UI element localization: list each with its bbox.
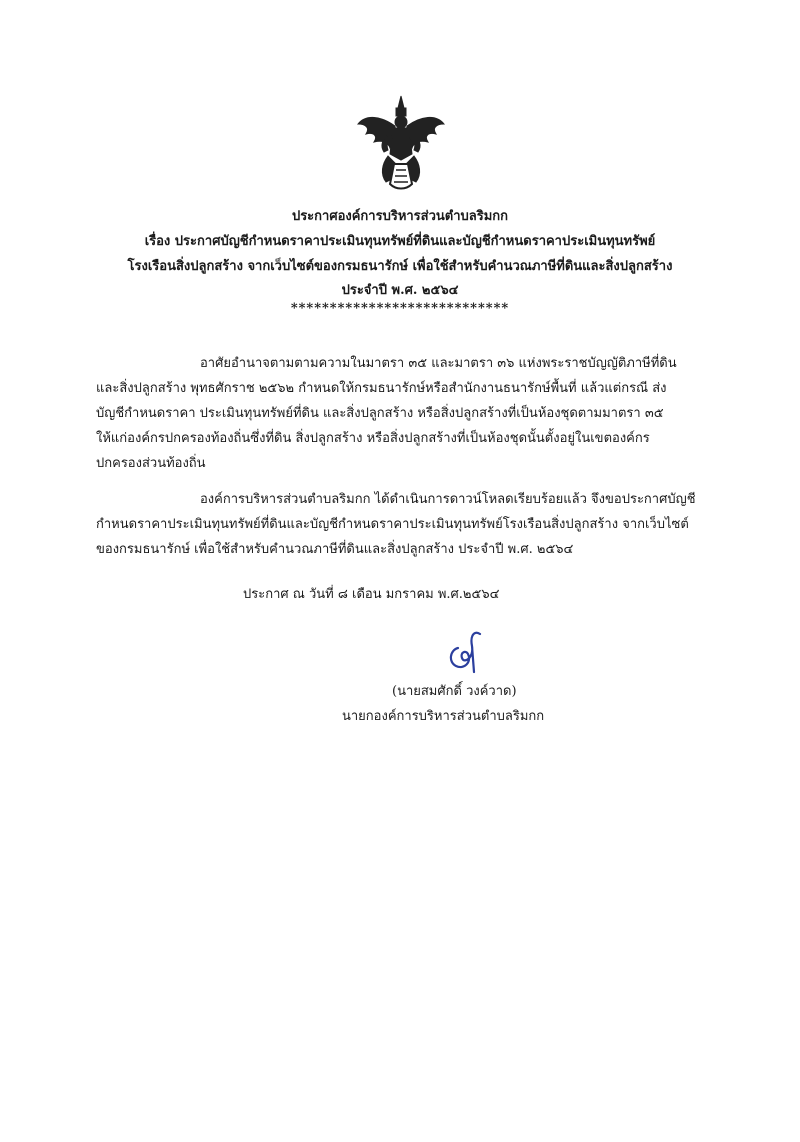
- garuda-emblem-icon: [356, 94, 446, 192]
- para2-line-2: กำหนดราคาประเมินทุนทรัพย์ที่ดินและบัญชีกำหนดราคาประเมินทุนทรัพย์โรงเรือนสิ่งปลูกสร้าง จากเว็บไซต์: [96, 517, 689, 532]
- signer-name: (นายสมศักดิ์ วงค์วาด): [392, 684, 517, 699]
- para1-line-1: อาศัยอำนาจตามตามความในมาตรา ๓๕ และมาตรา ๓๖ แห่งพระราชบัญญัติภาษีที่ดิน: [200, 356, 677, 371]
- subject-line-2: โรงเรือนสิ่งปลูกสร้าง จากเว็บไซต์ของกรมธนารักษ์ เพื่อใช้สำหรับคำนวณภาษีที่ดินและสิ่งปลูกสร้าง: [127, 259, 673, 274]
- subject-line-3: ประจำปี พ.ศ. ๒๕๖๔: [341, 283, 459, 298]
- separator: ****************************: [290, 301, 510, 316]
- handwritten-signature-icon: [444, 628, 486, 674]
- subject-line-1: เรื่อง ประกาศบัญชีกำหนดราคาประเมินทุนทรัพย์ที่ดินและบัญชีกำหนดราคาประเมินทุนทรัพย์: [144, 234, 656, 249]
- para2-line-3: ของกรมธนารักษ์ เพื่อใช้สำหรับคำนวณภาษีที่ดินและสิ่งปลูกสร้าง ประจำปี พ.ศ. ๒๕๖๔: [96, 542, 574, 557]
- para1-line-3: บัญชีกำหนดราคา ประเมินทุนทรัพย์ที่ดิน และสิ่งปลูกสร้าง หรือสิ่งปลูกสร้างที่เป็นห้องชุดตามมาตรา ๓๕: [96, 406, 664, 421]
- para2-line-1: องค์การบริหารส่วนตำบลริมกก ได้ดำเนินการดาวน์โหลดเรียบร้อยแล้ว จึงขอประกาศบัญชี: [200, 492, 696, 507]
- para1-line-5: ปกครองส่วนท้องถิ่น: [96, 456, 206, 471]
- org-title: ประกาศองค์การบริหารส่วนตำบลริมกก: [291, 209, 509, 224]
- para1-line-4: ให้แก่องค์กรปกครองท้องถิ่นซึ่งที่ดิน สิ่งปลูกสร้าง หรือสิ่งปลูกสร้างที่เป็นห้องชุดนั้นตั้งอยู่ในเขตองค์กร: [96, 431, 650, 446]
- para1-line-2: และสิ่งปลูกสร้าง พุทธศักราช ๒๕๖๒ กำหนดให้กรมธนารักษ์หรือสำนักงานธนารักษ์พื้นที่ แล้วแต่กรณี ส่ง: [96, 381, 667, 396]
- announce-date: ประกาศ ณ วันที่ ๘ เดือน มกราคม พ.ศ.๒๕๖๔: [243, 587, 500, 602]
- signer-title: นายกองค์การบริหารส่วนตำบลริมกก: [342, 709, 545, 724]
